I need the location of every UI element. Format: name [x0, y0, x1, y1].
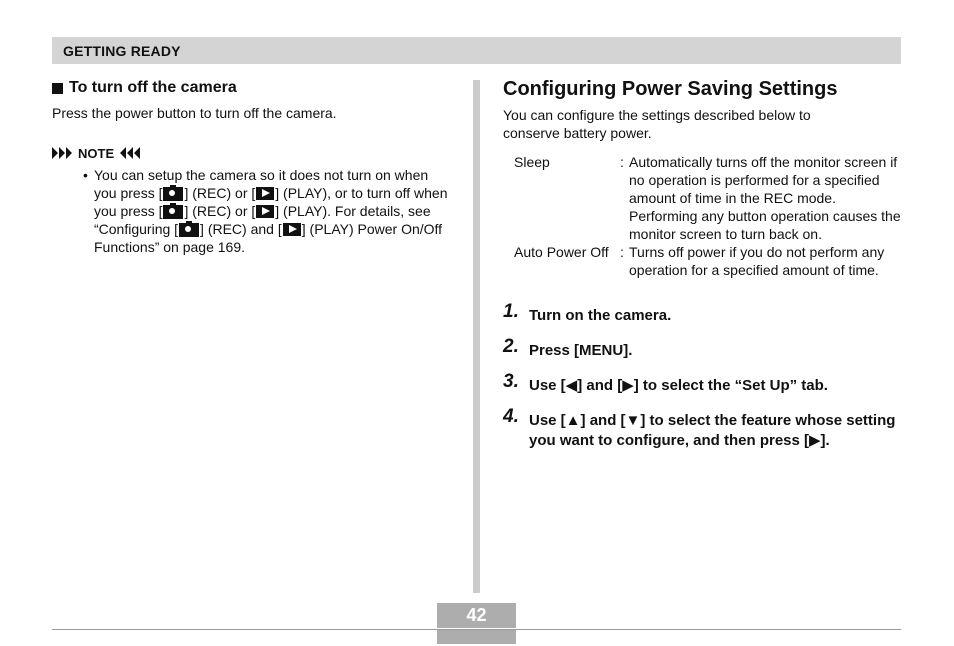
- page-title: Configuring Power Saving Settings: [503, 78, 838, 100]
- setting-auto-power-off: [503, 243, 903, 279]
- step-number: 2.: [503, 336, 519, 357]
- step-text: Use [▲] and [▼] to select the feature whose setting you want to configure, and then press [▶].: [529, 412, 896, 449]
- black-square-icon: [52, 83, 63, 94]
- camera-icon: [179, 223, 199, 237]
- setting-description: Turns off power if you do not perform any operation for a specified amount of time.: [629, 244, 885, 278]
- setting-name: Sleep: [514, 154, 550, 170]
- play-icon: [256, 187, 274, 200]
- step-2: [503, 336, 903, 361]
- note-left-arrows-icon: [52, 147, 72, 159]
- camera-icon: [163, 187, 183, 201]
- play-icon: [283, 223, 301, 236]
- settings-list: [503, 153, 903, 279]
- note-text-7: ] (PLAY) Power On/Off Functions” on page 169.: [94, 221, 443, 255]
- right-column: [503, 76, 903, 466]
- note-right-arrows-icon: [120, 147, 140, 159]
- left-column: [52, 78, 452, 256]
- play-icon: [256, 205, 274, 218]
- note-header: [52, 145, 452, 161]
- setting-colon: :: [620, 244, 624, 260]
- page-number-strip: [437, 630, 516, 644]
- note-text-3: ] (PLAY), or to turn off when you press [: [94, 185, 448, 219]
- step-text: Turn on the camera.: [529, 307, 672, 324]
- step-4: [503, 406, 903, 451]
- column-divider: [473, 80, 480, 593]
- note-text-2: ] (REC) or [: [184, 185, 256, 201]
- subsection-heading-text: To turn off the camera: [69, 79, 237, 96]
- note-text-1: You can setup the camera so it does not turn on when you press [: [94, 167, 429, 201]
- step-1: [503, 301, 903, 326]
- step-number: 1.: [503, 301, 519, 322]
- setting-name: Auto Power Off: [514, 244, 609, 260]
- step-number: 4.: [503, 406, 519, 427]
- setting-colon: :: [620, 154, 624, 170]
- note-text-6: ] (REC) and [: [200, 221, 282, 237]
- note-text-4: ] (REC) or [: [184, 203, 256, 219]
- section-header-bar: [52, 37, 901, 64]
- section-header-title: GETTING READY: [63, 43, 181, 59]
- setting-sleep: [503, 153, 903, 243]
- steps-list: [503, 301, 903, 451]
- turn-off-paragraph: Press the power button to turn off the camera.: [52, 105, 337, 121]
- note-text-5: ] (PLAY). For details, see “Configuring [: [94, 203, 431, 237]
- step-text: Press [MENU].: [529, 342, 633, 359]
- camera-icon: [163, 205, 183, 219]
- note-label: NOTE: [78, 145, 115, 161]
- step-text: Use [◀] and [▶] to select the “Set Up” tab.: [529, 377, 828, 394]
- setting-description: Automatically turns off the monitor screen if no operation is performed for a specified amount of time in the REC mode. Performing any button operation causes the monitor screen to turn back on.: [629, 154, 901, 242]
- step-number: 3.: [503, 371, 519, 392]
- subsection-heading: [52, 78, 452, 98]
- step-3: [503, 371, 903, 396]
- intro-paragraph: You can configure the settings described below to conserve battery power.: [503, 107, 811, 141]
- page-number: 42: [437, 603, 516, 628]
- bullet: •: [83, 167, 88, 183]
- note-item: [52, 166, 452, 256]
